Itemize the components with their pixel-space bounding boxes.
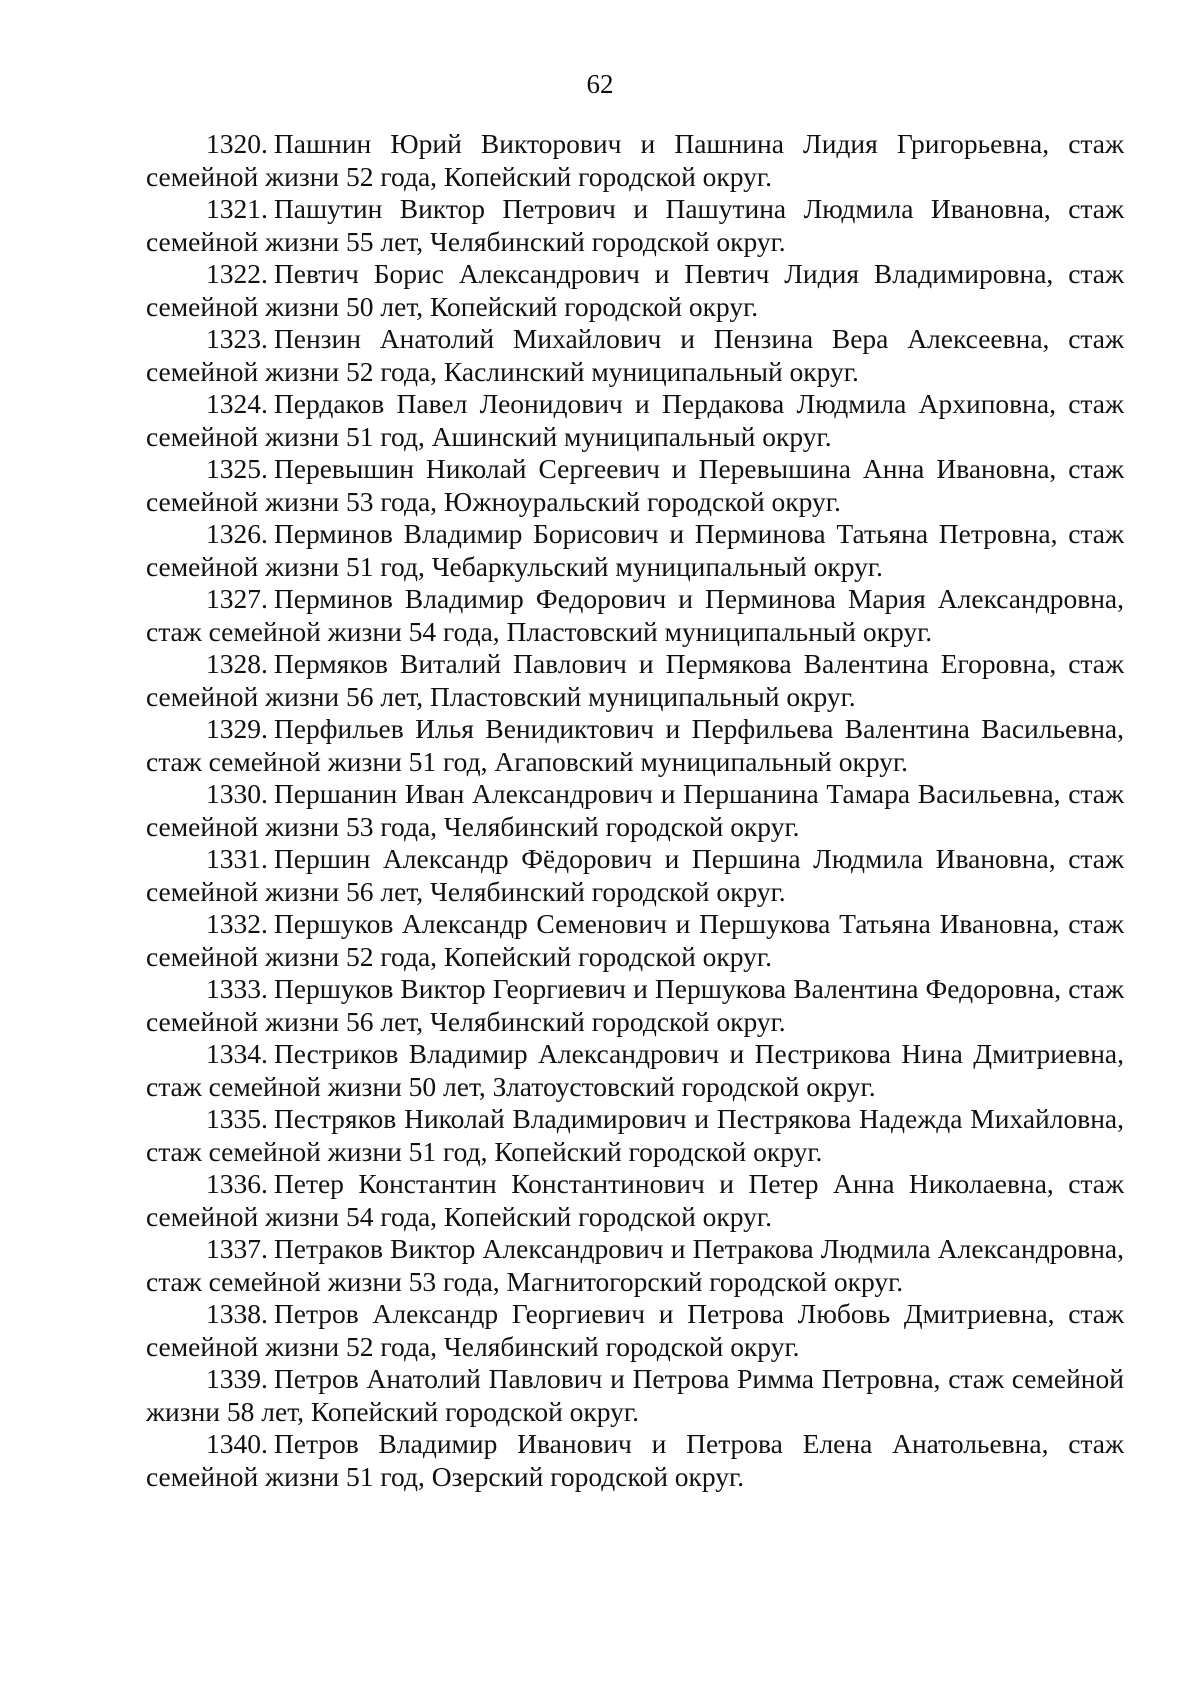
entry-text: Першанин Иван Александрович и Першанина Тамара Васильевна, стаж семейной жизни 53 года, Челябинский городской округ. — [146, 778, 1124, 842]
entry-number: 1340. — [206, 1428, 268, 1459]
entry-text: Петров Александр Георгиевич и Петрова Любовь Дмитриевна, стаж семейной жизни 52 года, Челябинский городской округ. — [146, 1298, 1124, 1362]
list-item — [146, 1168, 1124, 1233]
list-item — [146, 973, 1124, 1038]
entry-number: 1333. — [206, 973, 268, 1004]
list-item — [146, 323, 1124, 388]
entry-text: Пермяков Виталий Павлович и Пермякова Валентина Егоровна, стаж семейной жизни 56 лет, Пластовский муниципальный округ. — [146, 648, 1124, 712]
entry-number: 1339. — [206, 1363, 268, 1394]
entry-text: Певтич Борис Александрович и Певтич Лидия Владимировна, стаж семейной жизни 50 лет, Копейский городской округ. — [146, 258, 1124, 322]
list-item — [146, 1363, 1124, 1428]
list-item — [146, 843, 1124, 908]
entry-number: 1330. — [206, 778, 268, 809]
list-item — [146, 713, 1124, 778]
entry-number: 1338. — [206, 1298, 268, 1329]
entry-text: Пердаков Павел Леонидович и Пердакова Людмила Архиповна, стаж семейной жизни 51 год, Ашинский муниципальный округ. — [146, 388, 1124, 452]
entry-number: 1325. — [206, 453, 268, 484]
entry-text: Перминов Владимир Федорович и Перминова Мария Александровна, стаж семейной жизни 54 года, Пластовский муниципальный округ. — [146, 583, 1124, 647]
entry-text: Перфильев Илья Венидиктович и Перфильева Валентина Васильевна, стаж семейной жизни 51 год, Агаповский муниципальный округ. — [146, 713, 1124, 777]
list-item — [146, 778, 1124, 843]
list-item — [146, 388, 1124, 453]
entry-text: Пашнин Юрий Викторович и Пашнина Лидия Григорьевна, стаж семейной жизни 52 года, Копейский городской округ. — [146, 128, 1124, 192]
list-item — [146, 453, 1124, 518]
list-item — [146, 258, 1124, 323]
entry-number: 1335. — [206, 1103, 268, 1134]
list-item — [146, 1428, 1124, 1493]
entry-number: 1320. — [206, 128, 268, 159]
entry-number: 1337. — [206, 1233, 268, 1264]
entry-text: Петров Анатолий Павлович и Петрова Римма Петровна, стаж семейной жизни 58 лет, Копейский городской округ. — [146, 1363, 1124, 1427]
entry-text: Першуков Виктор Георгиевич и Першукова Валентина Федоровна, стаж семейной жизни 56 лет, Челябинский городской округ. — [146, 973, 1124, 1037]
entry-text: Перминов Владимир Борисович и Перминова Татьяна Петровна, стаж семейной жизни 51 год, Чебаркульский муниципальный округ. — [146, 518, 1124, 582]
list-item — [146, 128, 1124, 193]
entry-list — [146, 128, 1124, 1493]
entry-text: Першуков Александр Семенович и Першукова Татьяна Ивановна, стаж семейной жизни 52 года, Копейский городской округ. — [146, 908, 1124, 972]
list-item — [146, 1103, 1124, 1168]
entry-number: 1328. — [206, 648, 268, 679]
entry-number: 1331. — [206, 843, 268, 874]
entry-number: 1336. — [206, 1168, 268, 1199]
list-item — [146, 648, 1124, 713]
list-item — [146, 1298, 1124, 1363]
list-item — [146, 518, 1124, 583]
list-item — [146, 193, 1124, 258]
entry-number: 1332. — [206, 908, 268, 939]
entry-text: Пестряков Николай Владимирович и Пестрякова Надежда Михайловна, стаж семейной жизни 51 год, Копейский городской округ. — [146, 1103, 1124, 1167]
entry-number: 1326. — [206, 518, 268, 549]
list-item — [146, 908, 1124, 973]
list-item — [146, 1038, 1124, 1103]
entry-number: 1329. — [206, 713, 268, 744]
entry-text: Петров Владимир Иванович и Петрова Елена Анатольевна, стаж семейной жизни 51 год, Озерский городской округ. — [146, 1428, 1124, 1492]
entry-text: Пензин Анатолий Михайлович и Пензина Вера Алексеевна, стаж семейной жизни 52 года, Каслинский муниципальный округ. — [146, 323, 1124, 387]
entry-number: 1323. — [206, 323, 268, 354]
entry-text: Перевышин Николай Сергеевич и Перевышина Анна Ивановна, стаж семейной жизни 53 года, Южноуральский городской округ. — [146, 453, 1124, 517]
entry-text: Пестриков Владимир Александрович и Пестрикова Нина Дмитриевна, стаж семейной жизни 50 лет, Златоустовский городской округ. — [146, 1038, 1124, 1102]
entry-text: Петер Константин Константинович и Петер Анна Николаевна, стаж семейной жизни 54 года, Копейский городской округ. — [146, 1168, 1124, 1232]
entry-text: Петраков Виктор Александрович и Петракова Людмила Александровна, стаж семейной жизни 53 года, Магнитогорский городской округ. — [146, 1233, 1124, 1297]
page-number: 62 — [586, 69, 614, 99]
entry-text: Пашутин Виктор Петрович и Пашутина Людмила Ивановна, стаж семейной жизни 55 лет, Челябинский городской округ. — [146, 193, 1124, 257]
entry-number: 1321. — [206, 193, 268, 224]
entry-number: 1327. — [206, 583, 268, 614]
entry-number: 1334. — [206, 1038, 268, 1069]
list-item — [146, 583, 1124, 648]
entry-number: 1324. — [206, 388, 268, 419]
entry-number: 1322. — [206, 258, 268, 289]
list-item — [146, 1233, 1124, 1298]
entry-text: Першин Александр Фёдорович и Першина Людмила Ивановна, стаж семейной жизни 56 лет, Челябинский городской округ. — [146, 843, 1124, 907]
